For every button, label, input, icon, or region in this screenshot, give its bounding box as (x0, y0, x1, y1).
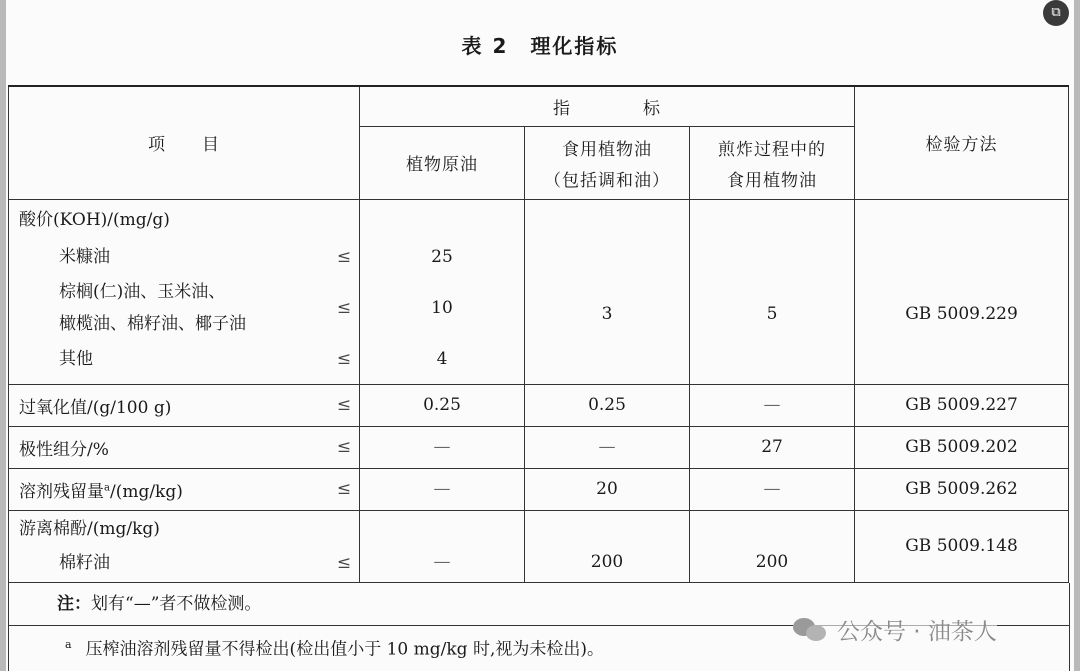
physicochemical-table (8, 85, 1069, 583)
row-solvent-item: 溶剂残留量$^a$/(mg/kg) ≤ (9, 468, 360, 510)
gossypol-method: GB 5009.148 (855, 510, 1069, 582)
polar-frying: 27 (690, 426, 855, 468)
gossypol-edible: 200 (525, 510, 690, 582)
acid-label: 酸价(KOH)/(mg/g) (19, 209, 170, 230)
gossypol-crude: — (360, 510, 525, 582)
header-crude-oil: 植物原油 (360, 126, 525, 199)
solvent-edible: 20 (525, 468, 690, 510)
header-index-group: 指 标 (360, 86, 855, 126)
acid-frying-value: 5 (690, 199, 855, 384)
gossypol-frying: 200 (690, 510, 855, 582)
solvent-method: GB 5009.262 (855, 468, 1069, 510)
acid-method: GB 5009.229 (855, 199, 1069, 384)
acid-sub-palm: 棕榈(仁)油、玉米油、 橄榄油、棉籽油、椰子油 ≤ (59, 281, 352, 334)
peroxide-frying: — (690, 384, 855, 426)
table-title: 表 2 理化指标 (461, 34, 619, 58)
header-edible-oil: 食用植物油 （包括调和油） (525, 126, 690, 199)
row-acid-item (9, 199, 360, 384)
peroxide-edible: 0.25 (525, 384, 690, 426)
row-gossypol-item: 游离棉酚/(mg/kg) 棉籽油 ≤ (9, 510, 360, 582)
polar-method: GB 5009.202 (855, 426, 1069, 468)
acid-edible-value: 3 (525, 199, 690, 384)
peroxide-crude: 0.25 (360, 384, 525, 426)
watermark: 公众号 · 油茶人 (793, 612, 997, 646)
polar-crude: — (360, 426, 525, 468)
polar-edible: — (525, 426, 690, 468)
wechat-logo-icon (793, 616, 827, 642)
acid-crude-values: 25 10 4 (360, 199, 525, 384)
peroxide-method: GB 5009.227 (855, 384, 1069, 426)
table-footnote: $^a$ 压榨油溶剂残留量不得检出(检出值小于 10 mg/kg 时,视为未检出)。 (8, 626, 1070, 671)
solvent-crude: — (360, 468, 525, 510)
solvent-frying: — (690, 468, 855, 510)
table-note: 注：划有“—”者不做检测。 (8, 583, 1070, 626)
document-page (6, 0, 1074, 671)
image-view-icon[interactable]: ⧉ (1043, 0, 1069, 26)
header-frying-oil: 煎炸过程中的 食用植物油 (690, 126, 855, 199)
header-item: 项 目 (9, 86, 360, 199)
acid-sub-rice: 米糠油 ≤ (59, 246, 352, 267)
header-method: 检验方法 (855, 86, 1069, 199)
acid-sub-other: 其他 ≤ (59, 348, 352, 369)
row-peroxide-item: 过氧化值/(g/100 g) ≤ (9, 384, 360, 426)
row-polar-item: 极性组分/% ≤ (9, 426, 360, 468)
